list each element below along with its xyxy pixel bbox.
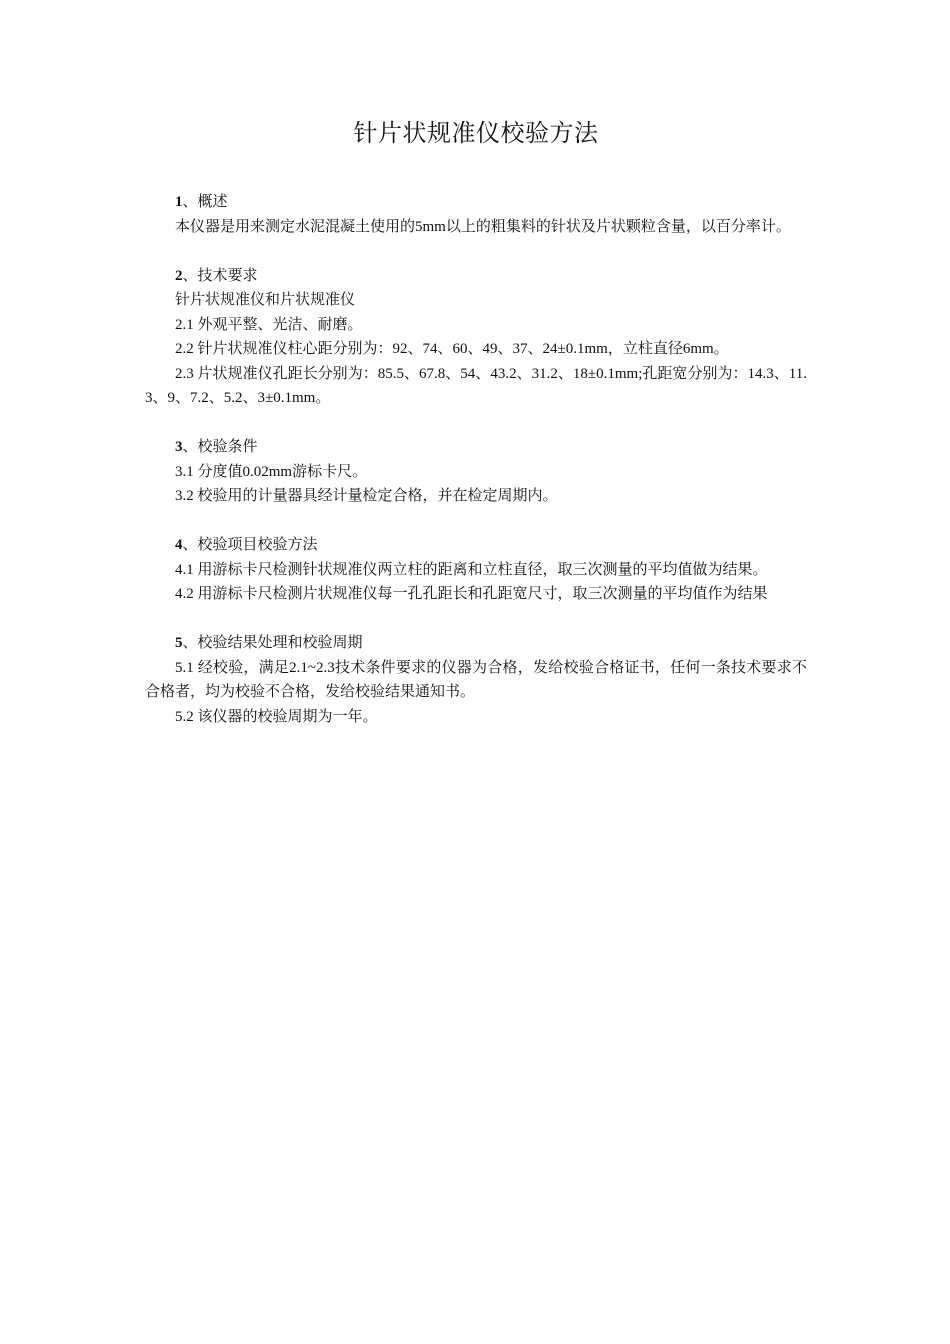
section-number: 3	[175, 439, 183, 455]
section-heading	[145, 631, 807, 656]
section-overview	[145, 190, 807, 239]
section-results-and-period	[145, 631, 807, 729]
section-heading-text: 、校验项目校验方法	[182, 537, 318, 553]
paragraph: 本仪器是用来测定水泥混凝土使用的5mm以上的粗集料的针状及片状颗粒含量，以百分率计。	[175, 218, 791, 235]
section-number: 4	[175, 537, 183, 553]
section-heading-text: 、校验结果处理和校验周期	[182, 635, 363, 651]
document-body	[145, 190, 807, 754]
section-heading-text: 、概述	[182, 194, 228, 210]
section-number: 2	[175, 267, 183, 284]
paragraph: 5.1 经校验，满足2.1~2.3技术条件要求的仪器为合格，发给校验合格证书，任何一条技术要求不合格者，均为校验不合格，发给校验结果通知书。	[145, 659, 807, 700]
section-heading	[145, 190, 807, 215]
paragraph: 4.1 用游标卡尺检测针状规准仪两立柱的距离和立柱直径，取三次测量的平均值做为结果。	[175, 561, 768, 578]
section-heading	[145, 264, 807, 289]
paragraph: 2.2 针片状规准仪柱心距分别为：92、74、60、49、37、24±0.1mm，立柱直径6mm。	[175, 341, 729, 357]
section-heading-text: 、技术要求	[182, 267, 258, 284]
section-heading	[145, 435, 807, 460]
paragraph: 2.1 外观平整、光洁、耐磨。	[175, 316, 363, 333]
paragraph: 4.2 用游标卡尺检测片状规准仪每一孔孔距长和孔距宽尺寸，取三次测量的平均值作为结果	[175, 586, 768, 602]
section-number: 1	[175, 194, 183, 210]
paragraph: 5.2 该仪器的校验周期为一年。	[175, 708, 378, 725]
paragraph: 3.2 校验用的计量器具经计量检定合格，并在检定周期内。	[175, 488, 558, 504]
paragraph: 针片状规准仪和片状规准仪	[175, 292, 356, 308]
section-number: 5	[175, 635, 183, 651]
section-heading	[145, 533, 807, 558]
section-calibration-methods	[145, 533, 807, 607]
document-title: 针片状规准仪校验方法	[353, 121, 599, 147]
section-technical-requirements	[145, 264, 807, 411]
paragraph: 3.1 分度值0.02mm游标卡尺。	[175, 463, 368, 480]
section-heading-text: 、校验条件	[182, 439, 258, 455]
paragraph: 2.3 片状规准仪孔距长分别为：85.5、67.8、54、43.2、31.2、18±0.1mm;孔距宽分别为：14.3、11.3、9、7.2、5.2、3±0.1mm。	[145, 365, 807, 406]
section-calibration-conditions	[145, 435, 807, 509]
